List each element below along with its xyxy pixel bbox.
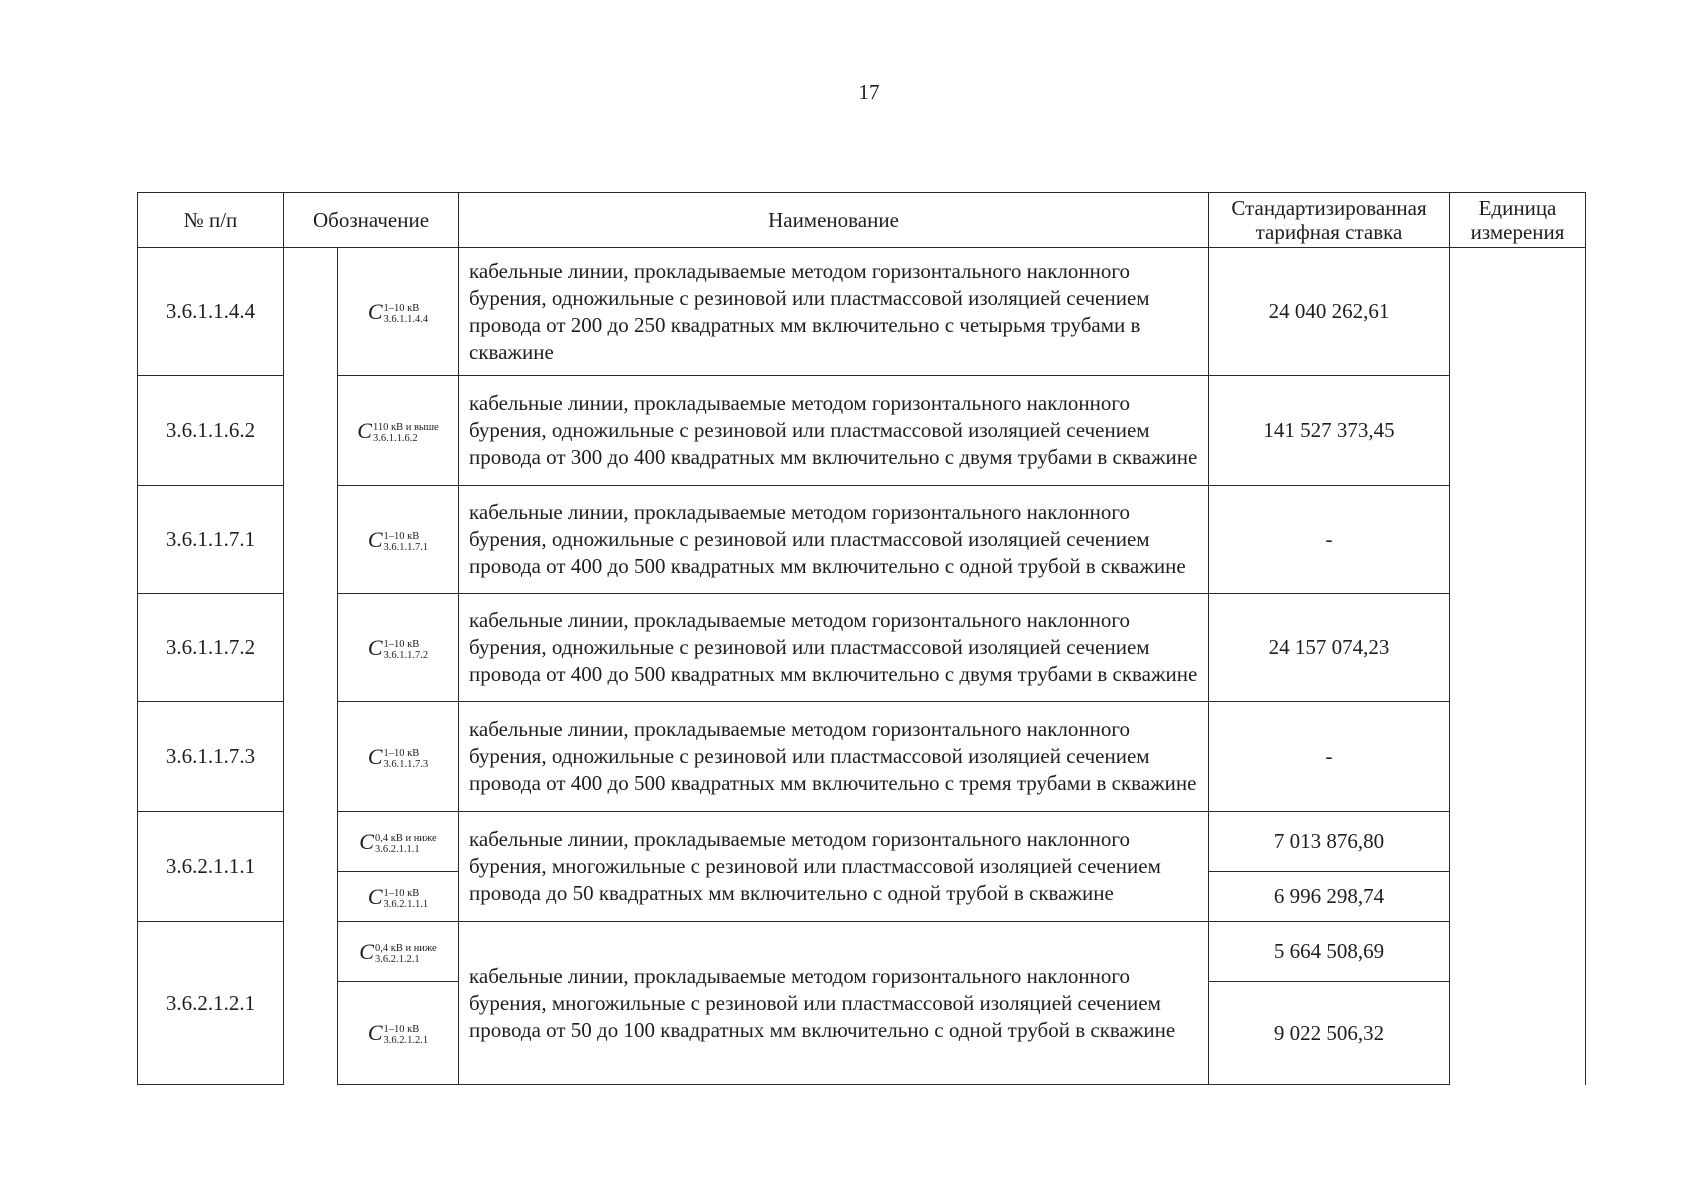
symbol-letter: C — [367, 634, 383, 660]
symbol-superscript: 1–10 кВ — [383, 747, 420, 759]
symbol-letter: C — [367, 526, 383, 552]
tariff-rate: 141 527 373,45 — [1209, 376, 1450, 486]
designation-symbol — [368, 883, 428, 911]
designation-cell — [338, 922, 459, 982]
header-name: Наименование — [459, 193, 1209, 248]
symbol-subscript: 3.6.1.1.7.2 — [383, 649, 429, 661]
table-row — [138, 922, 1586, 982]
table-row — [138, 376, 1586, 486]
code-spacer — [284, 812, 338, 922]
table-row — [138, 486, 1586, 594]
table-row — [138, 248, 1586, 376]
symbol-superscript: 1–10 кВ — [383, 302, 420, 314]
code-spacer — [284, 248, 338, 376]
symbol-subscript: 3.6.1.1.6.2 — [372, 432, 418, 444]
symbol-subscript: 3.6.2.1.1.1 — [374, 843, 420, 855]
symbol-subscript: 3.6.2.1.2.1 — [383, 1035, 429, 1047]
symbol-subscript: 3.6.1.1.4.4 — [383, 313, 429, 325]
designation-cell — [338, 248, 459, 376]
symbol-subscript: 3.6.1.1.7.1 — [383, 541, 429, 553]
symbol-letter: C — [367, 883, 383, 909]
tariff-table — [137, 192, 1586, 1085]
tariff-rate: - — [1209, 486, 1450, 594]
symbol-superscript: 1–10 кВ — [383, 638, 420, 650]
code-spacer — [284, 922, 338, 1085]
item-name: кабельные линии, прокладываемые методом горизонтального наклонного бурения, одножильные с резиновой или пластмассовой изоляцией сечением провода от 200 до 250 квадратных мм включительно с четырьмя трубами в скважине — [459, 248, 1209, 376]
code-spacer — [284, 486, 338, 594]
code-spacer — [284, 376, 338, 486]
header-code: Обозначение — [284, 193, 459, 248]
item-name: кабельные линии, прокладываемые методом горизонтального наклонного бурения, одножильные с резиновой или пластмассовой изоляцией сечением провода от 300 до 400 квадратных мм включительно с двумя трубами в скважине — [459, 376, 1209, 486]
table-row — [138, 594, 1586, 702]
designation-symbol — [368, 526, 428, 554]
tariff-rate: 7 013 876,80 — [1209, 812, 1450, 872]
table-body — [138, 248, 1586, 1085]
designation-symbol — [359, 938, 436, 966]
row-number: 3.6.1.1.4.4 — [138, 248, 284, 376]
row-number: 3.6.2.1.1.1 — [138, 812, 284, 922]
symbol-letter: C — [357, 417, 372, 443]
symbol-letter: C — [359, 828, 374, 854]
symbol-subscript: 3.6.2.1.2.1 — [374, 953, 420, 965]
designation-cell — [338, 982, 459, 1085]
page-number: 17 — [858, 80, 880, 104]
table-row — [138, 702, 1586, 812]
symbol-superscript: 1–10 кВ — [383, 530, 420, 542]
row-number: 3.6.1.1.7.3 — [138, 702, 284, 812]
designation-symbol — [368, 634, 428, 662]
designation-cell — [338, 812, 459, 872]
header-num: № п/п — [138, 193, 284, 248]
symbol-letter: C — [367, 1020, 383, 1045]
table-row — [138, 812, 1586, 872]
symbol-superscript: 1–10 кВ — [383, 887, 420, 899]
symbol-letter: C — [367, 298, 383, 324]
designation-symbol — [357, 417, 438, 445]
unit-cell — [1450, 248, 1586, 1085]
row-number: 3.6.1.1.6.2 — [138, 376, 284, 486]
tariff-rate: 24 157 074,23 — [1209, 594, 1450, 702]
symbol-subscript: 3.6.2.1.1.1 — [383, 898, 429, 910]
symbol-superscript: 0,4 кВ и ниже — [374, 942, 437, 954]
designation-cell — [338, 594, 459, 702]
designation-symbol — [359, 828, 436, 856]
item-name: кабельные линии, прокладываемые методом горизонтального наклонного бурения, одножильные с резиновой или пластмассовой изоляцией сечением провода от 400 до 500 квадратных мм включительно с одной трубой в скважине — [459, 486, 1209, 594]
code-spacer — [284, 702, 338, 812]
row-number: 3.6.2.1.2.1 — [138, 922, 284, 1085]
designation-cell — [338, 872, 459, 922]
tariff-rate: 24 040 262,61 — [1209, 248, 1450, 376]
code-spacer — [284, 594, 338, 702]
designation-cell — [338, 376, 459, 486]
row-number: 3.6.1.1.7.1 — [138, 486, 284, 594]
designation-symbol — [368, 298, 428, 326]
designation-symbol — [368, 743, 428, 771]
item-name: кабельные линии, прокладываемые методом горизонтального наклонного бурения, многожильные с резиновой или пластмассовой изоляцией сечением провода от 50 до 100 квадратных мм включительно с одной трубой в скважине — [459, 922, 1209, 1085]
item-name: кабельные линии, прокладываемые методом горизонтального наклонного бурения, одножильные с резиновой или пластмассовой изоляцией сечением провода от 400 до 500 квадратных мм включительно с двумя трубами в скважине — [459, 594, 1209, 702]
tariff-rate: 6 996 298,74 — [1209, 872, 1450, 922]
item-name: кабельные линии, прокладываемые методом горизонтального наклонного бурения, одножильные с резиновой или пластмассовой изоляцией сечением провода от 400 до 500 квадратных мм включительно с тремя трубами в скважине — [459, 702, 1209, 812]
symbol-superscript: 0,4 кВ и ниже — [374, 832, 437, 844]
symbol-letter: C — [367, 743, 383, 769]
tariff-rate: 5 664 508,69 — [1209, 922, 1450, 982]
tariff-rate: - — [1209, 702, 1450, 812]
symbol-subscript: 3.6.1.1.7.3 — [383, 758, 429, 770]
item-name: кабельные линии, прокладываемые методом горизонтального наклонного бурения, многожильные с резиновой или пластмассовой изоляцией сечением провода до 50 квадратных мм включительно с одной трубой в скважине — [459, 812, 1209, 922]
designation-symbol — [368, 1019, 428, 1047]
header-row — [138, 193, 1586, 248]
symbol-superscript: 110 кВ и выше — [372, 421, 439, 433]
designation-cell — [338, 702, 459, 812]
symbol-superscript: 1–10 кВ — [383, 1024, 420, 1036]
row-number: 3.6.1.1.7.2 — [138, 594, 284, 702]
header-unit: Единица измерения — [1450, 193, 1586, 248]
tariff-rate: 9 022 506,32 — [1209, 982, 1450, 1085]
designation-cell — [338, 486, 459, 594]
symbol-letter: C — [359, 938, 374, 964]
header-rate: Стандартизированная тарифная ставка — [1209, 193, 1450, 248]
